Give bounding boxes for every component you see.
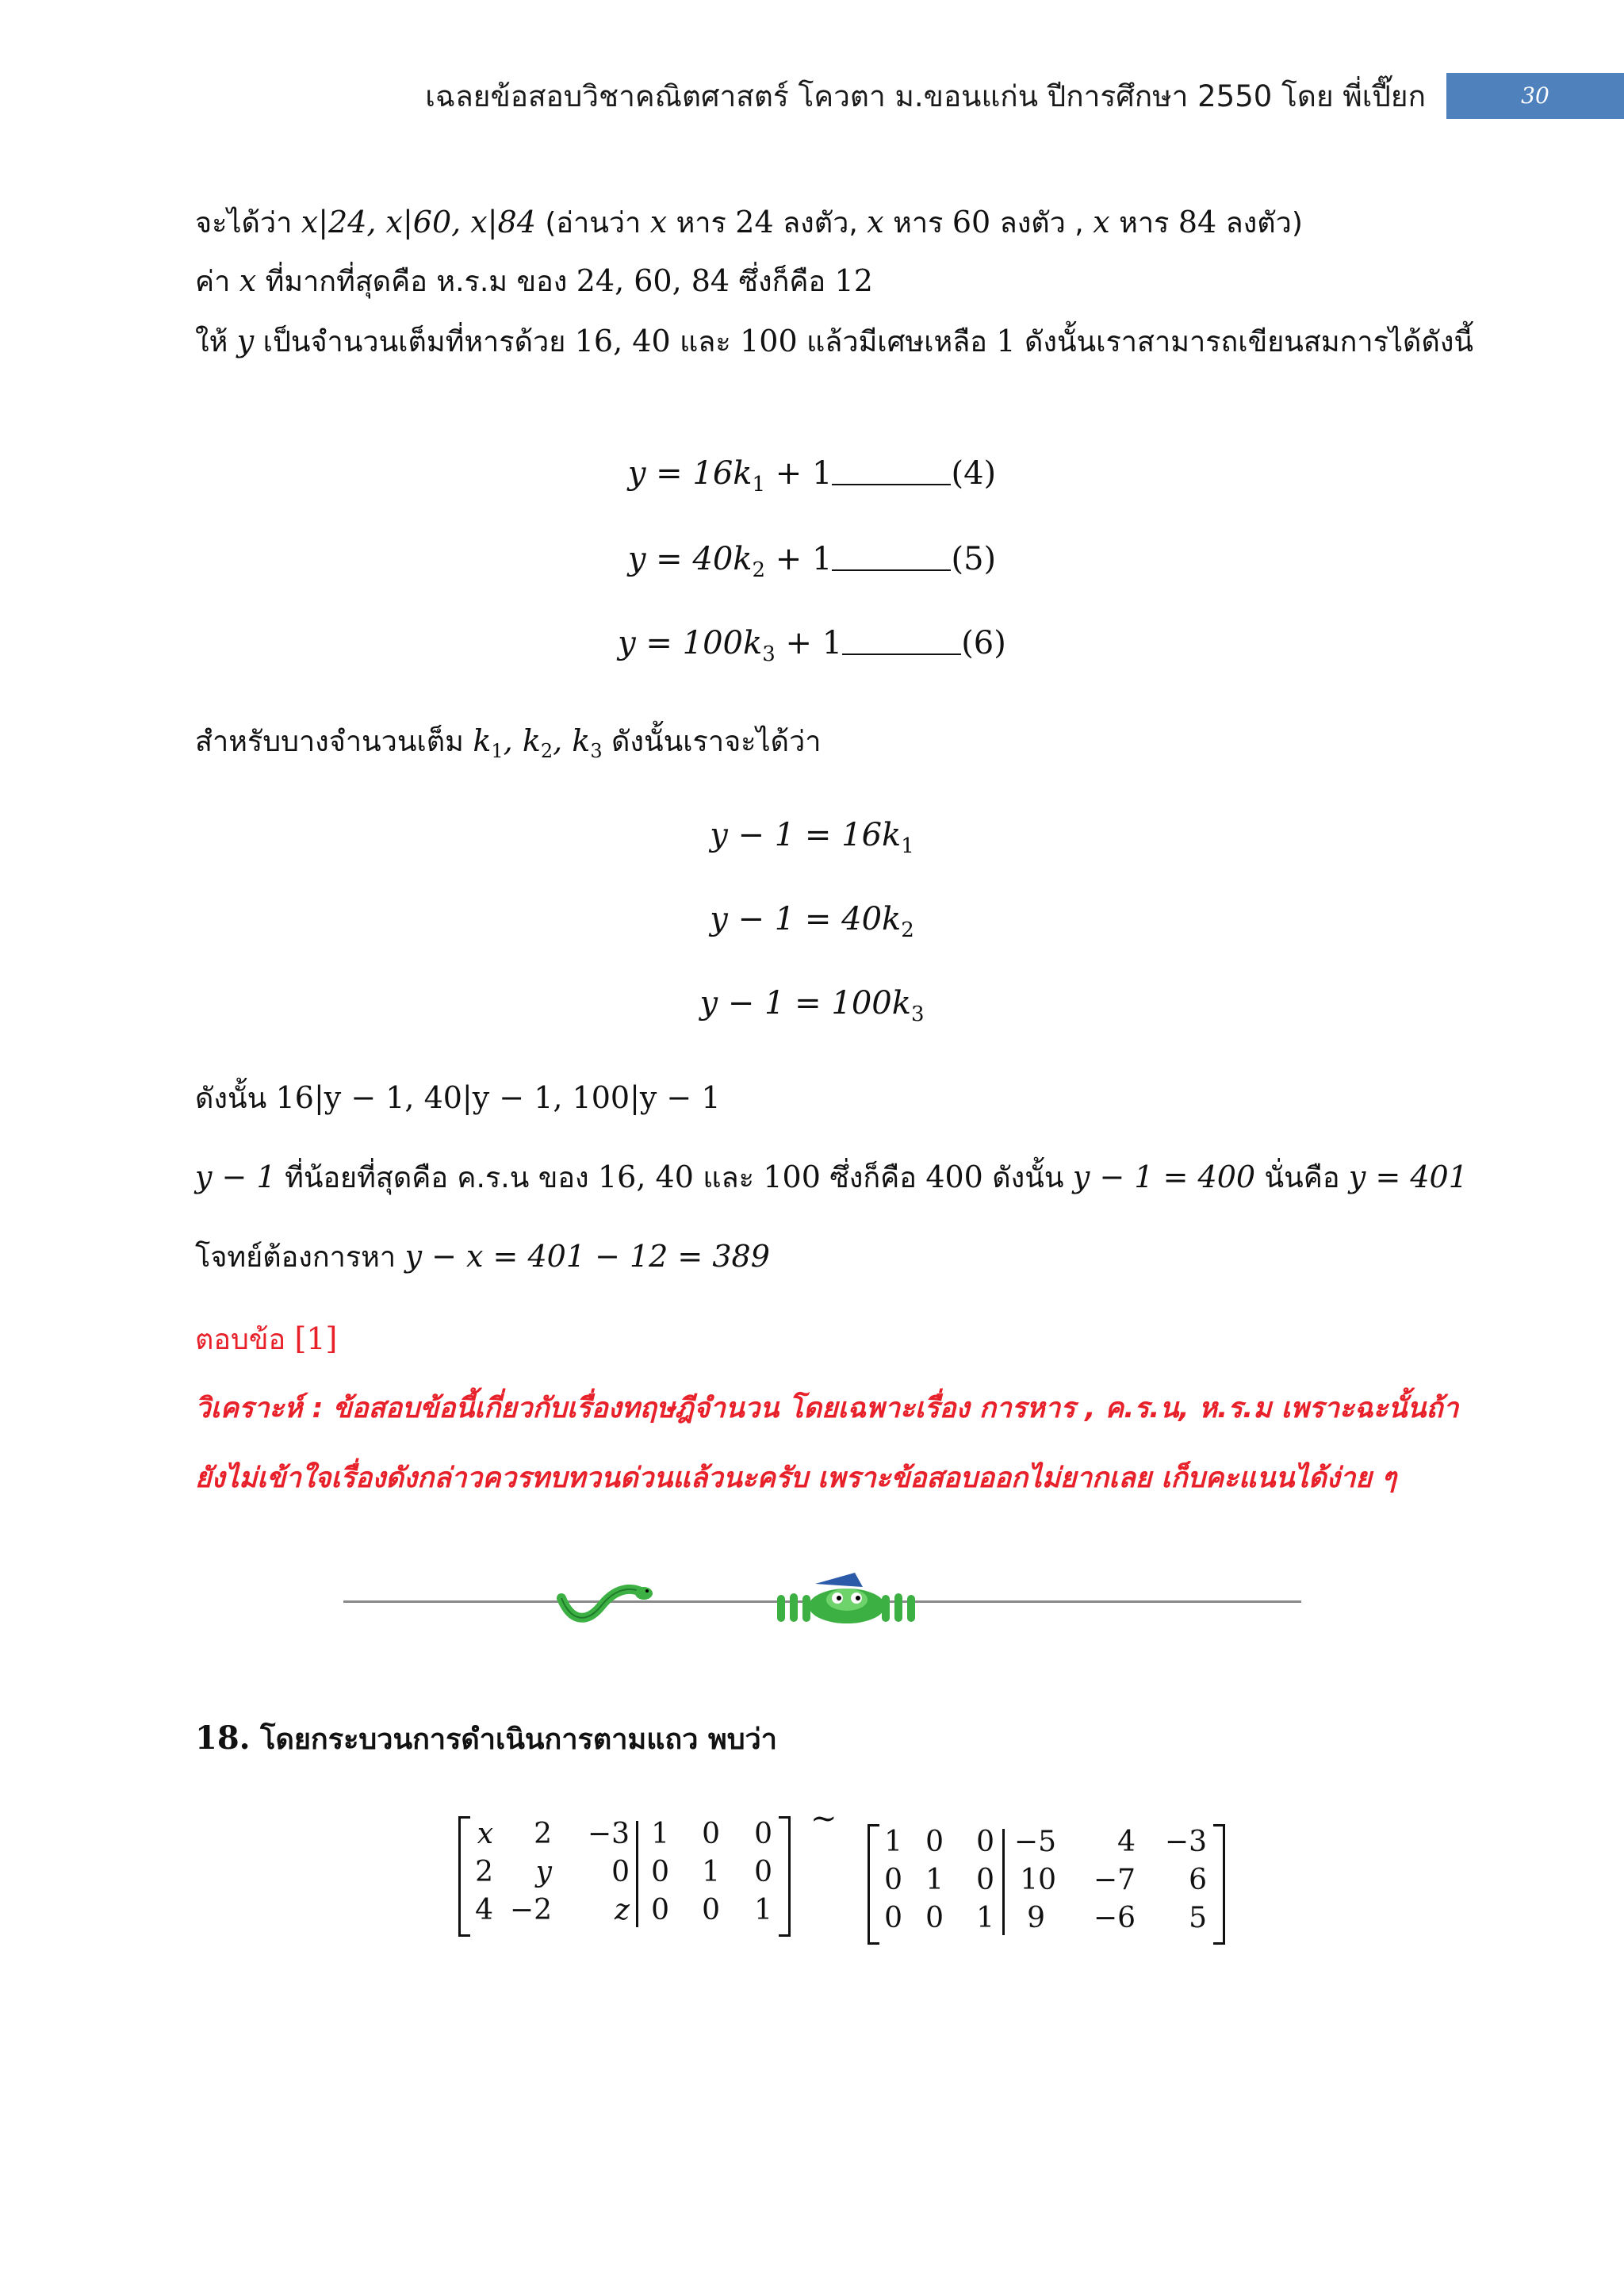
matrix-cell: −2 [509, 1894, 552, 1926]
paragraph-gcd [195, 259, 873, 304]
eq-rhs: + 1 [775, 625, 843, 661]
matrix-cell: z [615, 1894, 630, 1926]
math-k: , k [503, 723, 541, 758]
paragraph-let-y [195, 319, 1473, 364]
matrix-augment-bar [636, 1821, 638, 1927]
lizard-icon [768, 1566, 918, 1638]
math-sub: 3 [590, 740, 603, 763]
text: หาร [1109, 207, 1178, 240]
matrix-cell: 0 [925, 1902, 944, 1934]
math-number: 84 [1178, 205, 1217, 240]
text: โจทย์ต้องการหา [195, 1241, 405, 1274]
matrix-cell: 0 [976, 1826, 994, 1858]
math-x: x [239, 263, 257, 298]
matrix-cell: 0 [884, 1864, 902, 1896]
paragraph-goal [195, 1234, 770, 1279]
text: ค่า [195, 266, 239, 298]
matrix-cell: 0 [702, 1818, 720, 1850]
eq-lhs: y = 100k [618, 625, 763, 661]
text: ดังนั้นเราสามารถเขียนสมการได้ดังนี้ [1015, 326, 1474, 358]
eq-rhs: + 1 [765, 455, 833, 492]
row-equivalent-symbol: ~ [810, 1800, 837, 1837]
paragraph-divisibility [195, 200, 1303, 245]
text: แล้วมีเศษเหลือ [797, 326, 997, 358]
blank-line [832, 458, 951, 485]
math-expr: y − 1 = 400 [1072, 1159, 1256, 1194]
matrix-augment-bar [1002, 1829, 1005, 1935]
text: จะได้ว่า [195, 207, 301, 240]
eq-tag: (6) [961, 625, 1006, 661]
matrix-cell: 9 [1027, 1902, 1045, 1934]
math-numbers: 16, 40 [574, 324, 671, 358]
math-expr: y = 401 [1348, 1159, 1468, 1194]
matrix-cell: −3 [587, 1818, 630, 1850]
matrix-cell: 4 [1117, 1826, 1136, 1858]
matrix-cell: 0 [884, 1902, 902, 1934]
eq-sub: 3 [762, 642, 776, 666]
math-divisibility: 16|y − 1, 40|y − 1, 100|y − 1 [275, 1080, 721, 1115]
answer-label: ตอบข้อ [195, 1324, 295, 1356]
question-18-heading [195, 1716, 777, 1761]
matrix-cell: 2 [534, 1818, 552, 1850]
text: ดังนั้น [195, 1083, 276, 1115]
text: ลงตัว) [1216, 207, 1303, 240]
matrix-cell: 1 [702, 1856, 720, 1888]
text: ดังนั้น [982, 1162, 1073, 1194]
equation-5 [0, 541, 1624, 582]
matrix-bracket-right [779, 1816, 791, 1937]
eq-sub: 3 [910, 1002, 925, 1026]
math-sub: 2 [540, 740, 553, 763]
text: ที่น้อยที่สุดคือ ค.ร.น ของ [275, 1162, 598, 1194]
math-number: 12 [834, 263, 873, 298]
text: และ [693, 1162, 764, 1194]
matrix-cell: 1 [884, 1826, 902, 1858]
eq-rhs: + 1 [765, 541, 833, 577]
matrix-cell: 0 [651, 1894, 669, 1926]
math-x: x [649, 205, 668, 240]
math-number: 400 [925, 1159, 983, 1194]
eq-tag: (5) [951, 541, 997, 577]
matrix-cell: 4 [475, 1894, 493, 1926]
equation-4 [0, 455, 1624, 496]
equation-y-minus-1-c [0, 985, 1624, 1026]
matrix-cell: −6 [1093, 1902, 1136, 1934]
question-text: โดยกระบวนการดำเนินการตามแถว พบว่า [250, 1723, 777, 1756]
matrix-cell: 1 [976, 1902, 994, 1934]
text: และ [670, 326, 741, 358]
math-number: 100 [740, 324, 798, 358]
augmented-matrix-right [868, 1824, 1223, 1940]
math-number: 24 [735, 205, 774, 240]
math-number: 100 [763, 1159, 821, 1194]
matrix-cell: −3 [1164, 1826, 1207, 1858]
math-number: 1 [996, 324, 1016, 358]
matrix-cell: −7 [1093, 1864, 1136, 1896]
eq-sub: 1 [901, 834, 914, 858]
snake-icon [555, 1574, 658, 1630]
matrix-bracket-right [1213, 1824, 1225, 1945]
eq-lhs: y = 40k [627, 541, 753, 577]
text: ลงตัว, [773, 207, 868, 240]
analysis-line-2: ยังไม่เข้าใจเรื่องดังกล่าวควรทบทวนด่วนแล้วนะครับ เพราะข้อสอบออกไม่ยากเลย เก็บคะแนนได้ง่าย ๆ [195, 1462, 1396, 1494]
paragraph-therefore [195, 1075, 721, 1121]
matrix-cell: 0 [611, 1856, 630, 1888]
blank-line [842, 628, 961, 655]
text: ซึ่งก็คือ [820, 1162, 926, 1194]
text: ให้ [195, 326, 237, 358]
matrix-cell: 0 [754, 1856, 772, 1888]
text: หาร [883, 207, 952, 240]
text: ซึ่งก็คือ [730, 266, 835, 298]
math-result: y − x = 401 − 12 = 389 [404, 1239, 770, 1274]
text: นั่นคือ [1255, 1162, 1349, 1194]
paragraph-for-some-integers [195, 719, 821, 764]
matrix-cell: 6 [1189, 1864, 1207, 1896]
math-x: x [1093, 205, 1110, 240]
paragraph-lcm [195, 1155, 1468, 1200]
matrix-cell: 0 [925, 1826, 944, 1858]
matrix-cell: 1 [754, 1894, 772, 1926]
text: ที่มากที่สุดคือ ห.ร.ม ของ [256, 266, 576, 298]
math-numbers: 16, 40 [598, 1159, 694, 1194]
math-x: x [867, 205, 884, 240]
math-expr: y − 1 [195, 1159, 276, 1194]
question-number: 18. [195, 1719, 251, 1757]
math-k: k [473, 723, 492, 758]
eq-lhs: y − 1 = 40k [710, 901, 902, 937]
text: (อ่านว่า [535, 207, 650, 240]
eq-sub: 1 [752, 473, 766, 496]
eq-tag: (4) [951, 455, 997, 492]
equation-6 [0, 625, 1624, 666]
text: สำหรับบางจำนวนเต็ม [195, 726, 473, 758]
matrix-cell: 0 [754, 1818, 772, 1850]
matrix-cell: 0 [976, 1864, 994, 1896]
eq-lhs: y − 1 = 16k [710, 817, 902, 853]
augmented-matrix-left [458, 1816, 788, 1932]
matrix-cell: 0 [702, 1894, 720, 1926]
matrix-cell: 10 [1020, 1864, 1056, 1896]
eq-sub: 2 [901, 918, 914, 942]
math-y: y [236, 324, 255, 358]
math-sub: 1 [491, 740, 504, 763]
matrix-cell: 5 [1189, 1902, 1207, 1934]
matrix-cell: 1 [651, 1818, 669, 1850]
answer-line [195, 1317, 337, 1362]
math-divisibility: x|24, x|60, x|84 [301, 205, 536, 240]
text: ดังนั้นเราจะได้ว่า [602, 726, 822, 758]
analysis-line-1: วิเคราะห์ : ข้อสอบข้อนี้เกี่ยวกับเรื่องทฤษฎีจำนวน โดยเฉพาะเรื่อง การหาร , ค.ร.น, ห.ร.ม เพราะฉะนั้นถ้า [195, 1393, 1459, 1424]
math-numbers: 24, 60, 84 [576, 263, 730, 298]
math-k: , k [553, 723, 591, 758]
matrix-cell: 2 [475, 1856, 493, 1888]
matrix-cell: 1 [925, 1864, 944, 1896]
matrix-cell: −5 [1013, 1826, 1056, 1858]
text: ลงตัว , [990, 207, 1094, 240]
text: เป็นจำนวนเต็มที่หารด้วย [254, 326, 575, 358]
answer-value: [1] [294, 1321, 338, 1356]
matrix-cell: y [535, 1856, 552, 1888]
math-number: 60 [952, 205, 991, 240]
eq-lhs: y − 1 = 100k [699, 985, 911, 1022]
header-title: เฉลยข้อสอบวิชาคณิตศาสตร์ โควตา ม.ขอนแก่น ปีการศึกษา 2550 โดย พี่เปี๊ยก [425, 79, 1426, 113]
matrix-cell: 0 [651, 1856, 669, 1888]
eq-sub: 2 [752, 558, 766, 582]
matrix-cell: x [477, 1818, 493, 1850]
equation-y-minus-1-b [0, 901, 1624, 942]
blank-line [832, 544, 951, 571]
page-number: 30 [1446, 73, 1624, 119]
text: หาร [667, 207, 736, 240]
equation-y-minus-1-a [0, 817, 1624, 858]
eq-lhs: y = 16k [627, 455, 753, 492]
